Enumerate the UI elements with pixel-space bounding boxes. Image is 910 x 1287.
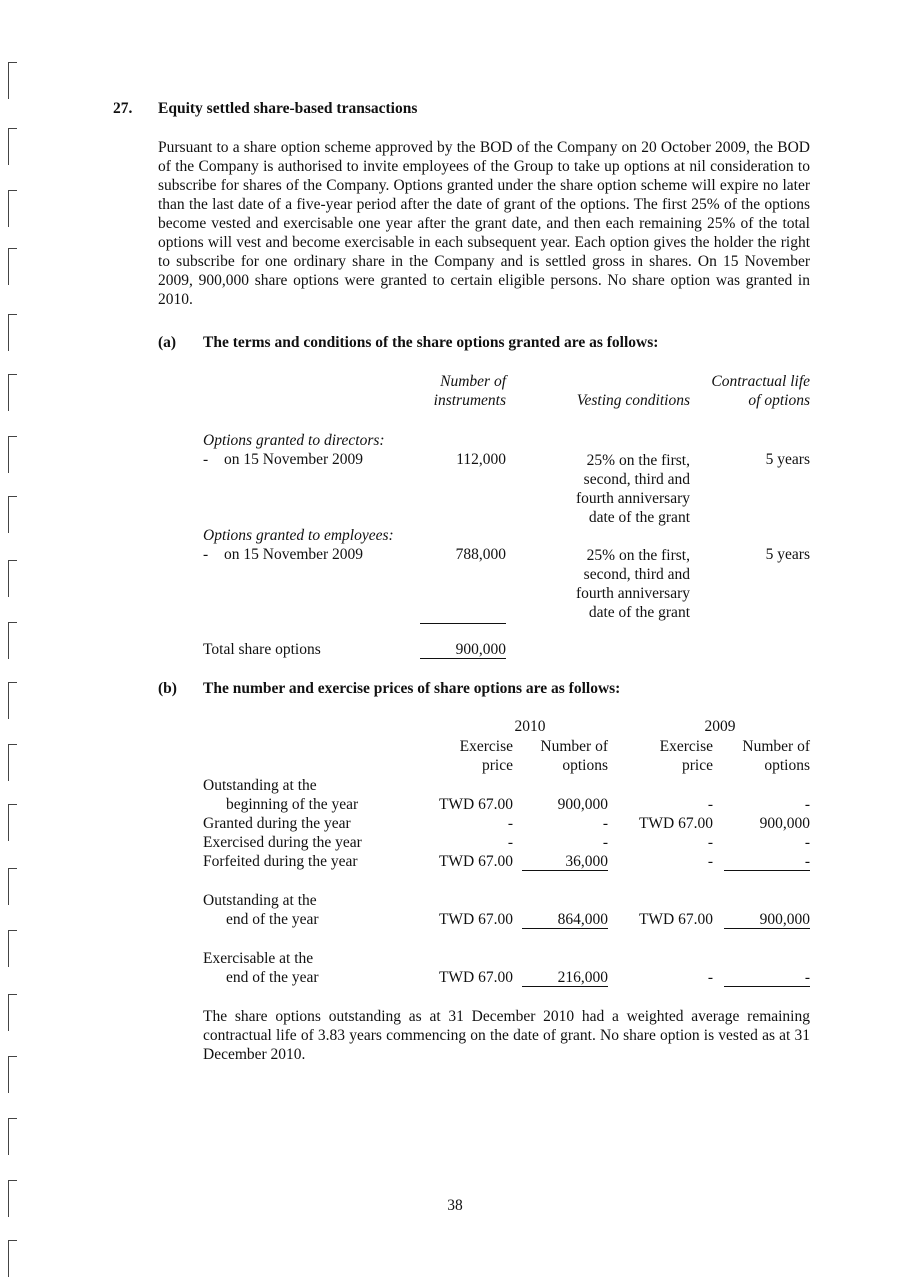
subtotal-rule bbox=[420, 623, 506, 624]
row-label: end of the year bbox=[226, 969, 319, 986]
section-number: 27. bbox=[113, 100, 133, 117]
dash: - bbox=[203, 451, 209, 468]
header-vesting-conditions: Vesting conditions bbox=[576, 392, 690, 409]
number-2010: 864,000 bbox=[522, 911, 608, 929]
price-2009: - bbox=[707, 969, 713, 986]
vesting-line: 25% on the first, bbox=[586, 452, 690, 469]
row-label: Exercisable at the bbox=[203, 950, 314, 967]
dash: - bbox=[203, 546, 209, 563]
price-2010: TWD 67.00 bbox=[438, 853, 513, 870]
header-instruments: instruments bbox=[433, 392, 506, 409]
header-of-options: of options bbox=[748, 392, 810, 409]
row-label: Exercised during the year bbox=[203, 834, 362, 851]
page-number: 38 bbox=[447, 1197, 463, 1214]
vesting-line: second, third and bbox=[583, 471, 690, 488]
contractual-life: 5 years bbox=[765, 451, 810, 468]
price-2009: - bbox=[707, 796, 713, 813]
row-label: beginning of the year bbox=[226, 796, 359, 813]
number-2009: - bbox=[724, 969, 810, 987]
part-a-label: (a) bbox=[158, 334, 177, 351]
row-label: Outstanding at the bbox=[203, 777, 317, 794]
price-2009: TWD 67.00 bbox=[638, 911, 713, 928]
number-of-instruments: 788,000 bbox=[455, 546, 506, 563]
row-label: Forfeited during the year bbox=[203, 853, 358, 870]
number-2009: - bbox=[804, 834, 810, 851]
intro-paragraph: Pursuant to a share option scheme approved by the BOD of the Company on 20 October 2009, the BOD of the Company is authorised to invite employees of the Group to take up options at nil consideration to subscribe for shares of the Company. Options granted under the share option scheme will expire no later than the last date of a five-year period after the date of grant of the options. The first 25% of the options become vested and exercisable one year after the grant date, and then each remaining 25% of the total options will vest and become exercisable in each subsequent year. Each option gives the holder the right to subscribe for one ordinary share in the Company and is settled gross in shares. On 15 November 2009, 900,000 share options were granted to certain eligible persons. No share option was granted in 2010. bbox=[158, 139, 810, 308]
grant-date: on 15 November 2009 bbox=[224, 451, 364, 468]
price-2009: - bbox=[707, 853, 713, 870]
group-heading-employees: Options granted to employees: bbox=[203, 527, 394, 544]
price-2010: TWD 67.00 bbox=[438, 911, 513, 928]
year-2009: 2009 bbox=[704, 718, 736, 735]
vesting-conditions bbox=[520, 546, 690, 622]
number-2010: 36,000 bbox=[522, 853, 608, 871]
vesting-line: fourth anniversary bbox=[575, 490, 690, 507]
col-exercise-2010: Exercise bbox=[459, 738, 513, 755]
col-exercise-2009: Exercise bbox=[659, 738, 713, 755]
vesting-line: date of the grant bbox=[588, 509, 690, 526]
number-2009: - bbox=[804, 796, 810, 813]
number-2010: 900,000 bbox=[557, 796, 608, 813]
price-2009: TWD 67.00 bbox=[638, 815, 713, 832]
part-b-label: (b) bbox=[158, 680, 177, 697]
row-label: Outstanding at the bbox=[203, 892, 317, 909]
col-price-2009: price bbox=[682, 757, 713, 774]
vesting-line: fourth anniversary bbox=[575, 585, 690, 602]
vesting-conditions bbox=[520, 451, 690, 527]
price-2010: - bbox=[507, 815, 513, 832]
col-options-2010: options bbox=[562, 757, 608, 774]
total-value: 900,000 bbox=[420, 641, 506, 659]
row-label: Granted during the year bbox=[203, 815, 351, 832]
section-title: Equity settled share-based transactions bbox=[158, 100, 418, 117]
row-label: end of the year bbox=[226, 911, 319, 928]
number-2009: - bbox=[724, 853, 810, 871]
closing-paragraph: The share options outstanding as at 31 December 2010 had a weighted average remaining contractual life of 3.83 years commencing on the date of grant. No share option is vested as at 31 December 2010. bbox=[203, 1008, 810, 1063]
vesting-line: second, third and bbox=[583, 566, 690, 583]
group-heading-directors: Options granted to directors: bbox=[203, 432, 385, 449]
price-2010: TWD 67.00 bbox=[438, 796, 513, 813]
price-2009: - bbox=[707, 834, 713, 851]
number-of-instruments: 112,000 bbox=[456, 451, 506, 468]
col-number-2009: Number of bbox=[742, 738, 810, 755]
number-2009: 900,000 bbox=[759, 815, 810, 832]
part-a-title: The terms and conditions of the share options granted are as follows: bbox=[203, 334, 659, 351]
header-contractual-life: Contractual life bbox=[711, 373, 810, 390]
col-number-2010: Number of bbox=[540, 738, 608, 755]
number-2009: 900,000 bbox=[724, 911, 810, 929]
number-2010: - bbox=[602, 834, 608, 851]
year-2010: 2010 bbox=[514, 718, 546, 735]
part-b-title: The number and exercise prices of share options are as follows: bbox=[203, 680, 621, 697]
total-label: Total share options bbox=[203, 641, 321, 658]
col-price-2010: price bbox=[482, 757, 513, 774]
number-2010: - bbox=[602, 815, 608, 832]
header-number-of: Number of bbox=[440, 373, 506, 390]
vesting-line: 25% on the first, bbox=[586, 547, 690, 564]
col-options-2009: options bbox=[764, 757, 810, 774]
price-2010: - bbox=[507, 834, 513, 851]
grant-date: on 15 November 2009 bbox=[224, 546, 364, 563]
price-2010: TWD 67.00 bbox=[438, 969, 513, 986]
number-2010: 216,000 bbox=[522, 969, 608, 987]
contractual-life: 5 years bbox=[765, 546, 810, 563]
vesting-line: date of the grant bbox=[588, 604, 690, 621]
